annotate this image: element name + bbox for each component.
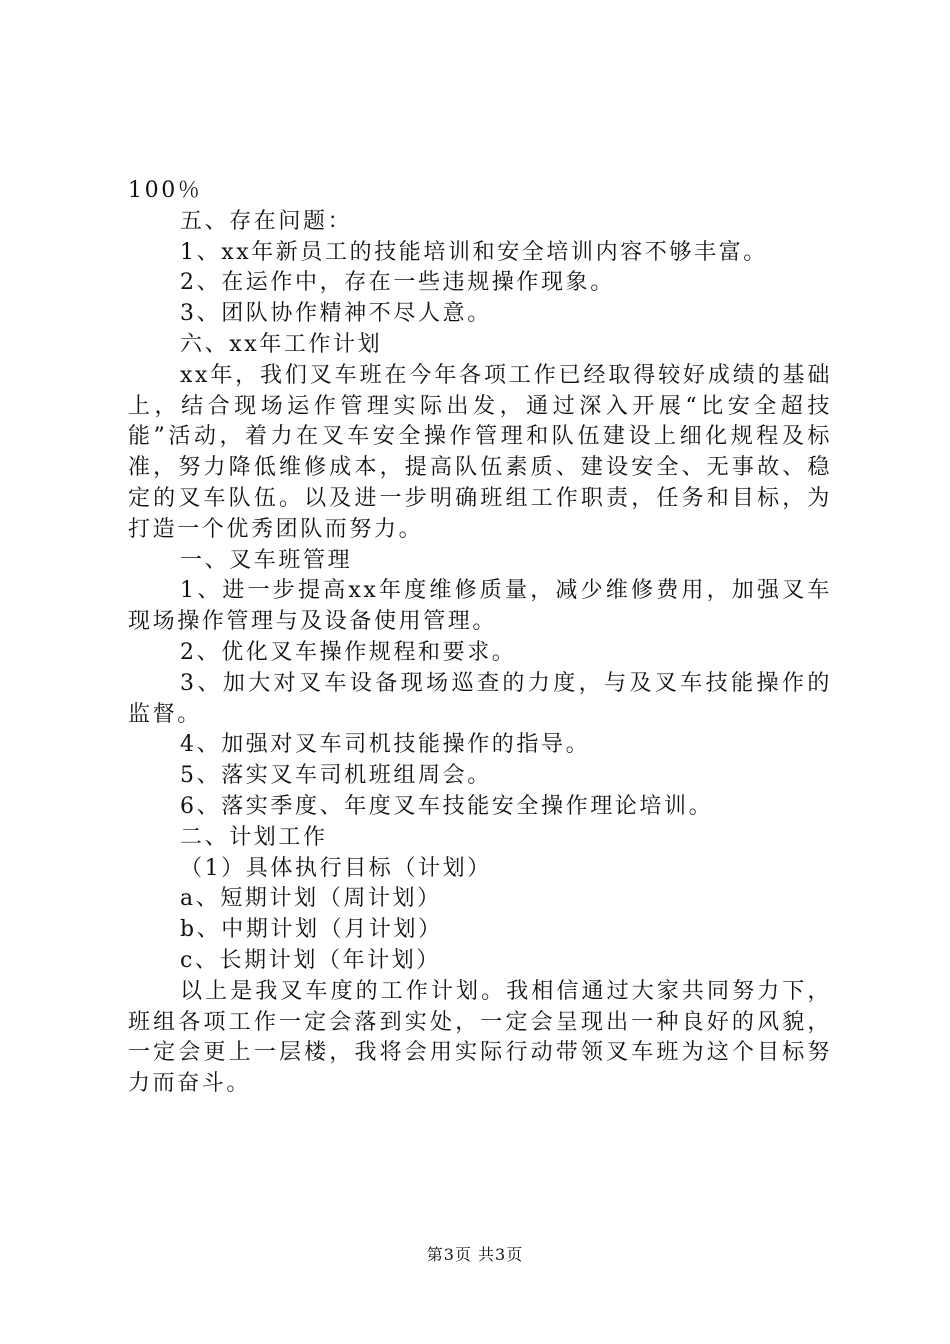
paragraph: 2、在运作中，存在一些违规操作现象。 [180,270,615,296]
paragraph: 一、叉车班管理 [180,547,353,573]
paragraph: 100％ [128,178,203,203]
paragraph: 1、xx年新员工的技能培训和安全培训内容不够丰富。 [180,239,768,265]
paragraph: 3、团队协作精神不尽人意。 [180,301,492,327]
paragraph: c、长期计划（年计划） [180,947,441,973]
paragraph: xx年，我们叉车班在今年各项工作已经取得较好成绩的基础上，结合现场运作管理实际出发，通过深入开展“比安全超技能”活动，着力在叉车安全操作管理和队伍建设上细化规程及标准，努力降低维修成本，提高队伍素质、建设安全、无事故、稳定的叉车队伍。以及进一步明确班组工作职责，任务和目标，为打造一个优秀团队而努力。 [128,362,832,542]
paragraph: 1、进一步提高xx年度维修质量，减少维修费用，加强叉车现场操作管理与及设备使用管理。 [128,578,832,635]
paragraph: （1）具体执行目标（计划） [180,855,492,881]
paragraph: 2、优化叉车操作规程和要求。 [180,639,517,665]
paragraph: 六、xx年工作计划 [180,331,383,357]
paragraph: 二、计划工作 [180,824,328,850]
paragraph: 以上是我叉车度的工作计划。我相信通过大家共同努力下，班组各项工作一定会落到实处，一定会呈现出一种良好的风貌，一定会更上一层楼，我将会用实际行动带领叉车班为这个目标努力而奋斗。 [128,978,832,1097]
paragraph: 5、落实叉车司机班组周会。 [180,763,492,789]
paragraph: 6、落实季度、年度叉车技能安全操作理论培训。 [180,793,714,819]
paragraph: 五、存在问题： [180,208,353,234]
paragraph: 4、加强对叉车司机技能操作的指导。 [180,732,591,758]
document-body [128,176,832,1100]
paragraph: 3、加大对叉车设备现场巡查的力度，与及叉车技能操作的监督。 [128,670,832,727]
page-footer: 第3页 共3页 [426,1245,524,1264]
paragraph: a、短期计划（周计划） [180,886,442,912]
paragraph: b、中期计划（月计划） [180,917,443,943]
